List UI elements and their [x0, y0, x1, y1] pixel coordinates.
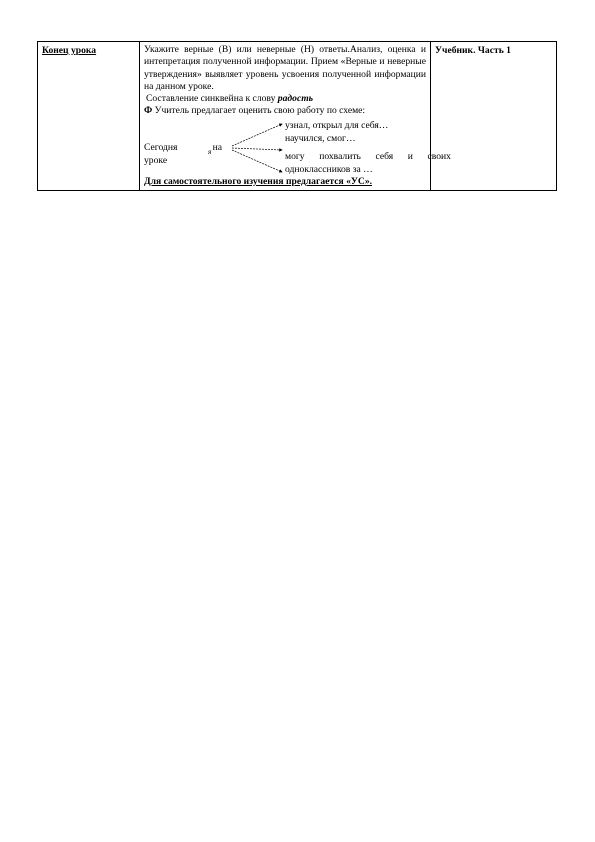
scheme-outcome-skills: научился, смог…: [285, 132, 356, 144]
stage-cell: [38, 42, 140, 191]
instruction-paragraph: Укажите верные (В) или неверные (Н) ответы.Анализ, оценка и интепретация полученной информации. Прием «Верные и неверные утверждения» выявляет уровень усвоения полученной информации на данном уроке.: [144, 44, 426, 92]
activity-cell: [140, 42, 451, 191]
arrow-up: [232, 124, 282, 146]
teacher-line: [144, 105, 426, 117]
stage-label: Конец урока: [42, 45, 97, 56]
self-study-note: Для самостоятельного изучения предлагается «УС».: [144, 175, 373, 187]
scheme-pronoun: я: [208, 147, 212, 156]
lesson-plan-table: [37, 41, 557, 191]
arrow-middle: [232, 148, 282, 150]
praise-word: своих: [427, 150, 451, 162]
self-assessment-scheme: [144, 119, 451, 176]
scheme-arrows: [230, 120, 286, 176]
table-row: [38, 42, 557, 191]
scheme-word-lesson: уроке: [144, 154, 168, 166]
scheme-outcome-classmates: одноклассников за …: [285, 163, 373, 175]
scheme-outcome-learned: узнал, открыл для себя…: [285, 119, 389, 131]
sinkwine-line: [144, 93, 426, 105]
praise-word: могу: [285, 150, 305, 162]
scheme-word-today: Сегодня: [144, 141, 178, 153]
scheme-outcome-praise: [285, 151, 451, 163]
praise-word: и: [407, 150, 413, 162]
praise-word: себя: [375, 150, 394, 162]
resource-label: Учебник. Часть 1: [435, 45, 511, 56]
arrow-down: [232, 150, 282, 172]
teacher-flag: Ф: [144, 105, 153, 117]
sinkwine-text: Составление синквейна к слову: [146, 93, 276, 105]
teacher-text: Учитель предлагает оценить свою работу по схеме:: [154, 105, 366, 117]
sinkwine-word: радость: [277, 93, 314, 105]
scheme-word-on: на: [212, 141, 222, 153]
praise-word: похвалить: [319, 150, 361, 162]
resource-cell: [431, 42, 557, 191]
